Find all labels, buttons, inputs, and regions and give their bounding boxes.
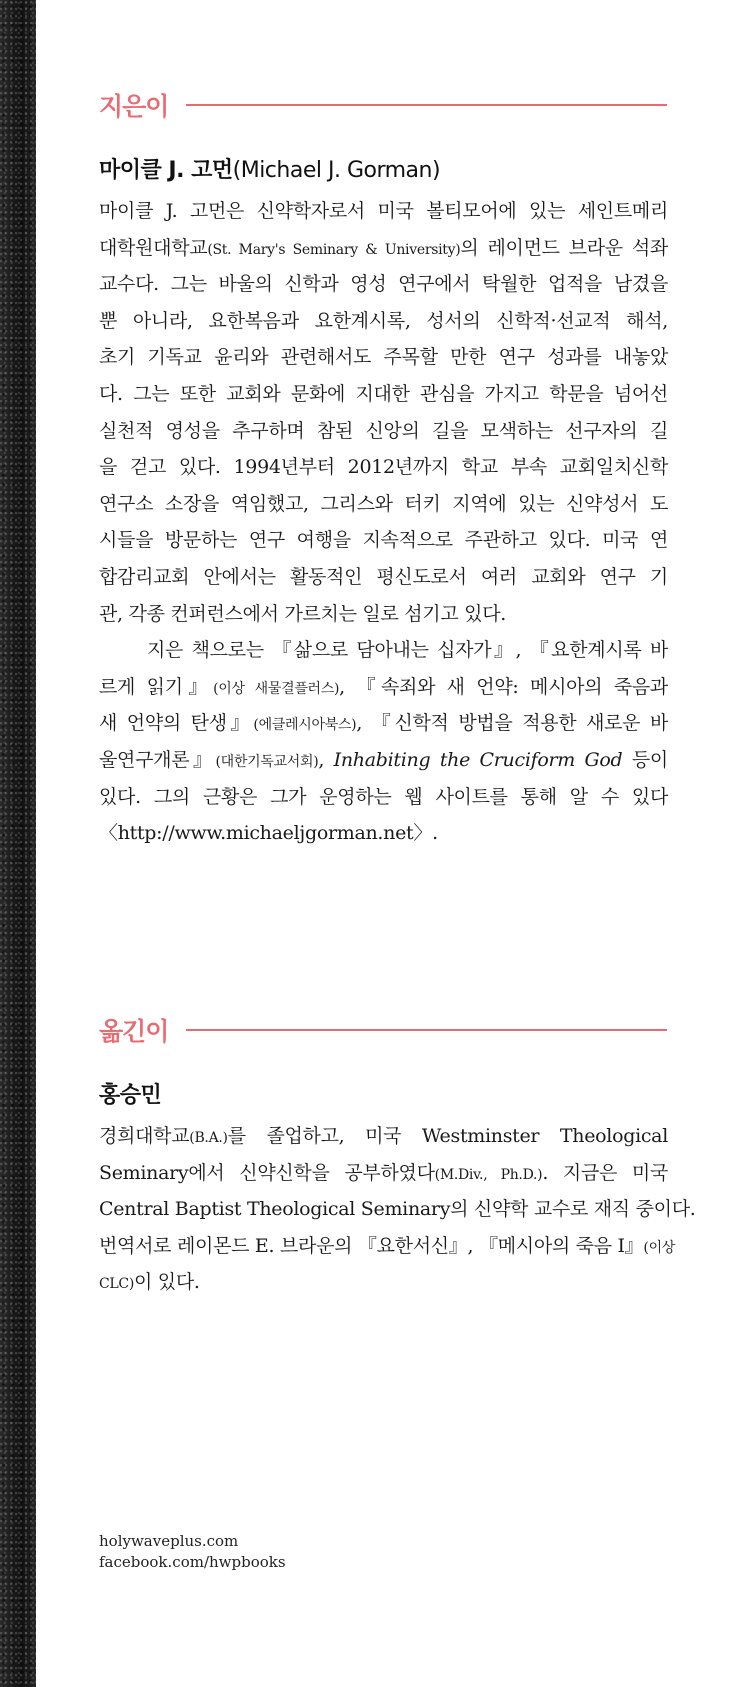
bio-line: 다. 그는 또한 교회와 문화에 지대한 관심을 가지고 학문을 넘어선 <box>99 382 668 405</box>
publisher-links <box>99 1531 286 1573</box>
author-heading: 지은이 <box>99 92 169 121</box>
books-line <box>99 815 668 852</box>
bio-line: 합감리교회 안에서는 활동적인 평신도로서 여러 교회와 연구 기 <box>99 565 668 588</box>
bio-line: 관, 각종 컨퍼런스에서 가르치는 일로 섬기고 있다. <box>99 602 506 625</box>
bio-line: 뿐 아니라, 요한복음과 요한계시록, 성서의 신학적·선교적 해석, <box>99 309 668 332</box>
translator-name-text: 홍승민 <box>99 1083 162 1108</box>
books-line: 르게 읽기』(이상 새물결플러스), 『속죄와 새 언약: 메시아의 죽음과 <box>99 675 668 698</box>
translator-bio-line: 번역서로 레이몬드 E. 브라운의 『요한서신』, 『메시아의 죽음 I』(이상 <box>99 1234 676 1257</box>
author-bio <box>99 193 668 852</box>
books-line: 지은 책으로는 『삶으로 담아내는 십자가』, 『요한계시록 바 <box>147 639 668 662</box>
author-website-text: 〈http://www.michaeljgorman.net〉. <box>99 822 438 845</box>
bio-line: 시들을 방문하는 연구 여행을 지속적으로 주관하고 있다. 미국 연 <box>99 529 668 552</box>
bio-line: 실천적 영성을 추구하며 참된 신앙의 길을 모색하는 선구자의 길 <box>99 419 668 442</box>
translator-section-header <box>99 1014 667 1046</box>
author-section-header <box>99 89 667 121</box>
books-line: 있다. 그의 근황은 그가 운영하는 웹 사이트를 통해 알 수 있다 <box>99 785 668 808</box>
books-line: 울연구개론』(대한기독교서회), Inhabiting the Cruciform God 등이 <box>99 748 668 771</box>
translator-bio-line: CLC)이 있다. <box>99 1271 200 1294</box>
bio-line: 교수다. 그는 바울의 신학과 영성 연구에서 탁월한 업적을 남겼을 <box>99 273 668 296</box>
translator-name <box>99 1078 161 1109</box>
books-line: 새 언약의 탄생』(에클레시아북스), 『신학적 방법을 적용한 새로운 바 <box>99 712 668 735</box>
author-heading-rule <box>186 104 667 106</box>
translator-bio-line: Seminary에서 신약신학을 공부하였다(M.Div., Ph.D.). 지금은 미국 <box>99 1161 668 1184</box>
bio-line: 마이클 J. 고먼은 신약학자로서 미국 볼티모어에 있는 세인트메리 <box>99 200 668 222</box>
website-link[interactable]: holywaveplus.com <box>99 1532 239 1550</box>
author-name-korean: 마이클 J. 고먼 <box>99 158 233 183</box>
translator-heading: 옮긴이 <box>99 1017 169 1046</box>
author-name-english: (Michael J. Gorman) <box>232 158 441 183</box>
bio-line: 대학원대학교(St. Mary's Seminary & University)의 레이먼드 브라운 석좌 <box>99 236 668 259</box>
bio-line: 을 걷고 있다. 1994년부터 2012년까지 학교 부속 교회일치신학 <box>99 456 668 479</box>
book-spine-texture <box>0 0 36 1687</box>
bio-line: 초기 기독교 윤리와 관련해서도 주목할 만한 연구 성과를 내놓았 <box>99 346 668 369</box>
translator-bio-line: Central Baptist Theological Seminary의 신약학 교수로 재직 중이다. <box>99 1198 696 1221</box>
bio-line: 연구소 소장을 역임했고, 그리스와 터키 지역에 있는 신약성서 도 <box>99 492 668 515</box>
translator-heading-rule <box>186 1029 667 1031</box>
author-name <box>99 153 440 184</box>
english-book-title: Inhabiting the Cruciform God <box>333 748 623 771</box>
translator-bio <box>99 1118 696 1301</box>
translator-bio-line: 경희대학교(B.A.)를 졸업하고, 미국 Westminster Theological <box>99 1125 668 1147</box>
facebook-link[interactable]: facebook.com/hwpbooks <box>99 1553 286 1571</box>
